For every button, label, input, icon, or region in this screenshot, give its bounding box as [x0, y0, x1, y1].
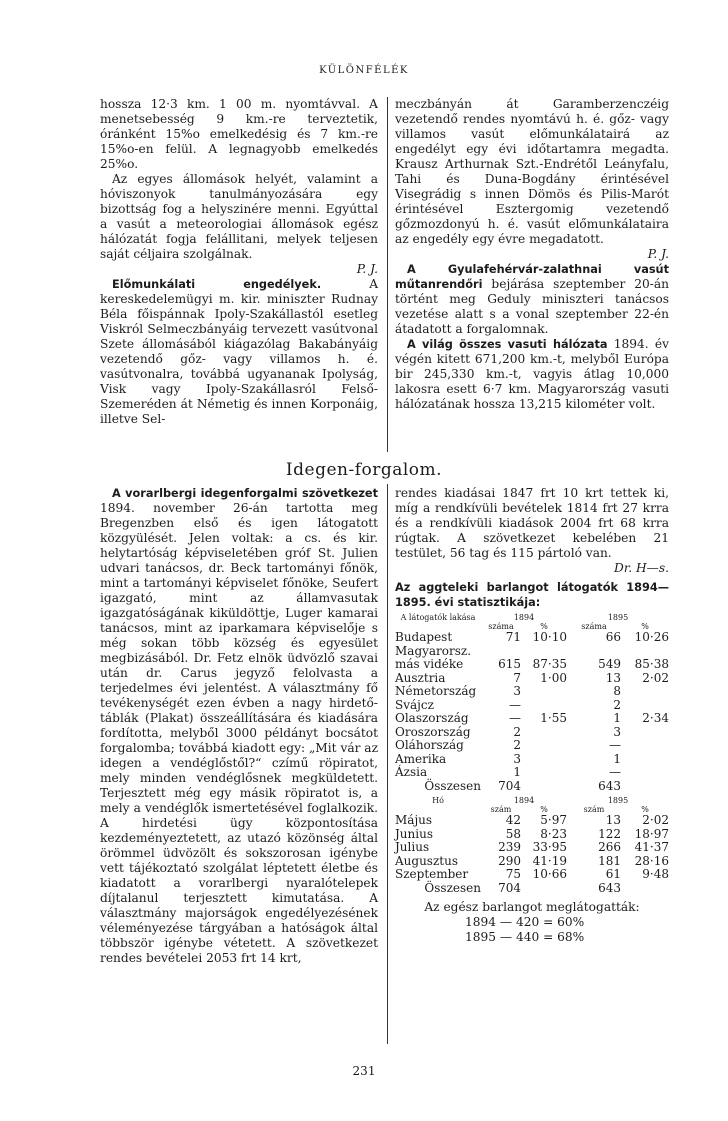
column-header: 1895: [607, 613, 629, 622]
running-head: KÜLÖNFÉLÉK: [319, 65, 409, 76]
table-cell: 2·02: [642, 813, 669, 827]
paragraph-body: bejárása szeptember 20-án történt meg Geduly miniszteri tanácsos vezetése alatt s a vonal szeptember 22-én átadatott a forgalomnak.: [395, 277, 669, 336]
result-intro: Az egész barlangot meglátogatták:: [424, 900, 640, 914]
table-cell: —: [509, 711, 521, 725]
table-cell: 1: [513, 765, 521, 779]
table-cell: 8·23: [540, 826, 567, 841]
table-cell: [521, 739, 567, 753]
table-cell: [481, 645, 521, 659]
table-cell: Budapest: [395, 630, 453, 644]
table-cell: Junius: [395, 826, 433, 841]
table-cell: Olaszország: [395, 711, 469, 725]
table-row: [395, 753, 669, 767]
table-cell: 3: [513, 751, 521, 766]
paragraph: rendes kiadásai 1847 frt 10 krt tettek ki, míg a rendkívüli bevételek 1814 frt 27 krra és a rendkívüli kiadások 2004 frt 68 krra rúgtak. A szövetkezet kebelében 21 testület, 56 tag és 115 pártoló van.: [395, 486, 669, 560]
table-cell: —: [609, 738, 621, 752]
table-header-row: [395, 796, 669, 805]
table-cell: 9·48: [642, 867, 669, 881]
table-row: [395, 712, 669, 726]
table-cell: 266: [598, 840, 621, 854]
table-cell: 13: [605, 813, 621, 827]
result-line: 1894 — 420 = 60%: [465, 915, 585, 929]
column-header: %: [540, 622, 548, 631]
table-cell: 2: [613, 697, 621, 712]
table-cell: [521, 780, 567, 794]
column-header: %: [540, 805, 548, 814]
column-header: szám: [490, 805, 512, 814]
table-cell: Magyarorsz.: [395, 643, 472, 658]
table-cell: 13: [605, 670, 621, 685]
table-cell: 3: [513, 684, 521, 698]
table-cell: 71: [505, 630, 521, 644]
column-bottom-left: [100, 486, 378, 966]
table-cell: 10·10: [532, 630, 567, 644]
paragraph: [395, 337, 669, 412]
table-cell: [521, 726, 567, 740]
column-header: száma: [488, 622, 514, 631]
table-cell: Augusztus: [395, 853, 458, 868]
table-cell: [621, 685, 669, 699]
paragraph-heading: Előmunkálati engedélyek.: [112, 278, 322, 291]
table-cell: 85·38: [634, 657, 669, 671]
table-row: [395, 855, 669, 869]
table-cell: [521, 645, 567, 659]
table-cell: 41·19: [532, 853, 567, 868]
paragraph-body: 1894. év végén kitett 671,200 km.-t, melyből Európa bir 245,330 km.-t, vagyis átlag 10,000 lakosra esett 6·7 km. Magyarország vasuti hálózatának hossza 13,215 kilométer volt.: [395, 337, 669, 411]
table-row: [395, 766, 669, 780]
column-divider: [387, 97, 388, 452]
table-cell: 1: [613, 751, 621, 766]
column-header: szám: [583, 805, 605, 814]
table-cell: Ausztria: [395, 670, 446, 685]
table-subheader-row: [395, 805, 669, 814]
table-cell: Svájcz: [395, 697, 434, 712]
table-cell: 181: [598, 853, 621, 868]
table-cell: Németország: [395, 684, 477, 698]
table-cell: 549: [598, 657, 621, 671]
statistics-title: Az aggteleki barlangot látogatók 1894—1895. évi statisztikája:: [395, 581, 669, 609]
table-cell: 2·02: [642, 670, 669, 685]
table-cell: [621, 739, 669, 753]
table-cell: 704: [498, 778, 521, 793]
table-row: [395, 828, 669, 842]
table-cell: 33·95: [532, 840, 567, 854]
table-cell: Összesen: [424, 778, 481, 793]
table-cell: 5·97: [540, 813, 567, 827]
table-cell: Oláhország: [395, 738, 464, 752]
table-cell: 290: [498, 853, 521, 868]
column-divider: [387, 484, 388, 1044]
table-total-row: [395, 882, 669, 896]
table-cell: 41·37: [634, 840, 669, 854]
table-cell: 2: [513, 724, 521, 739]
table-cell: 42: [505, 813, 521, 827]
table-row: [395, 841, 669, 855]
paragraph-heading: A világ összes vasuti hálózata: [407, 338, 608, 351]
table-cell: Május: [395, 813, 433, 827]
table-cell: [621, 699, 669, 713]
table-cell: 3: [613, 724, 621, 739]
table-cell: Szeptember: [395, 867, 469, 881]
table-cell: 704: [498, 880, 521, 895]
table-cell: Julius: [395, 840, 430, 854]
column-header: 1894: [513, 796, 535, 805]
paragraph: [100, 277, 378, 427]
paragraph-body: A kereskedelemügyi m. kir. miniszter Rudnay Béla főispánnak Ipoly-Szakállastól esetleg Viskról Selmeczbányáig tervezett vasútvonal Szete állomásából kiágazólag Bakabányáig vezetendő gőz- vagy villamos h. é. vasútvonalra, továbbá ugyananak Ipolyság, Visk vagy Ipoly-Szakállasról Felső-Szemeréden át Németig és innen Korponáig, illetve Sel-: [100, 277, 378, 426]
table-body: [395, 796, 669, 895]
table-body: [395, 613, 669, 793]
table-cell: [521, 685, 567, 699]
table-cell: 8: [613, 684, 621, 698]
paragraph-heading: A vorarlbergi idegenforgalmi szövetkezet: [112, 487, 378, 500]
table-cell: 75: [505, 867, 521, 881]
visitors-by-month-table: [395, 796, 669, 895]
table-cell: [621, 882, 669, 896]
table-cell: 615: [498, 657, 521, 671]
table-row: [395, 658, 669, 672]
table-cell: [621, 726, 669, 740]
section-title: Idegen-forgalom.: [285, 460, 443, 480]
visitors-by-residence-table: [395, 613, 669, 793]
table-cell: 1·55: [540, 711, 567, 725]
table-cell: [621, 780, 669, 794]
column-top-left: [100, 97, 378, 427]
table-row: [395, 868, 669, 882]
paragraph: hossza 12·3 km. 1 00 m. nyomtávval. A menetsebesség 9 km.-re terveztetik, óránként 15%o emelkedésig és 7 km.-re 15%o-en felül. A legnagyobb emelkedés 25%o.: [100, 97, 378, 171]
table-cell: 2·34: [642, 711, 669, 725]
table-row: [395, 726, 669, 740]
column-header: Hó: [432, 796, 444, 805]
table-header-row: [395, 613, 669, 622]
table-cell: 87·35: [532, 657, 567, 671]
table-cell: [521, 753, 567, 767]
column-top-right: [395, 97, 669, 412]
column-header: száma: [581, 622, 607, 631]
table-cell: [521, 699, 567, 713]
column-header: A látogatók lakása: [400, 613, 476, 622]
table-row: [395, 699, 669, 713]
page-number: 231: [352, 1064, 376, 1078]
table-total-row: [395, 780, 669, 794]
paragraph: [395, 262, 669, 337]
table-cell: [621, 753, 669, 767]
table-cell: 10·66: [532, 867, 567, 881]
table-cell: Ázsia: [395, 765, 428, 779]
table-cell: 1·00: [540, 670, 567, 685]
table-row: [395, 685, 669, 699]
signature: P. J.: [356, 262, 378, 276]
table-cell: 122: [598, 826, 621, 841]
column-header: 1895: [607, 796, 629, 805]
table-cell: 7: [513, 670, 521, 685]
signature: Dr. H—s.: [614, 561, 669, 575]
column-header: %: [641, 622, 649, 631]
table-cell: 61: [605, 867, 621, 881]
table-row: [395, 645, 669, 659]
table-cell: 2: [513, 738, 521, 752]
table-cell: más vidéke: [395, 657, 464, 671]
paragraph: [100, 486, 378, 966]
signature: P. J.: [647, 247, 669, 261]
paragraph-body: 1894. november 26-án tartotta meg Bregenzben első és igen látogatott közgyülését. Jelen voltak: a cs. és kir. helytartóság képviseletében gróf St. Julien udvari tanácsos, dr. Beck tartományi főnök, mint a tartományi képviselet főnöke, Seufert igazgató, mint az államvasutak igazgatóságának kiküldöttje, Luger kamarai tanácsos, mint az iparkamara képviselője s még sokan több község és egyesület megbizásából. Dr. Fetz elnök üdvözlő szavai után dr. Carus jegyző felolvasta a terjedelmes évi jelentést. A választmány fő tevékenységét ezen évben a nagy hirdető-táblák (Plakat) összeállítására és kiadására fordította, melyből 3000 példányt bocsátot forgalomba; továbbá kiadott egy: „Mit vár az idegen a vendéglőstől?“ czímű röpiratot, mely minden vendéglősnek megküldetett. Terjesztett még egy másik röpiratot is, a mely a vendéglők ismertetésével foglalkozik. A hirdetési ügy központosítása kezdeményeztetett, az utazó közönség által örömmel üdvözölt és sokszorosan igénybe vett tájékoztató szolgálat léptetett életbe és kiadatott a vorarlbergi nyaralótelepek díjtalanul terjesztett kimutatása. A választmány majorságok engedélyezésének véleményezése tárgyában a hatóságok által többször igénybe vétetett. A szövetkezet rendes bevételei 2053 frt 14 krt,: [100, 501, 378, 965]
table-cell: Oroszország: [395, 724, 471, 739]
table-cell: —: [509, 697, 521, 712]
table-cell: [567, 645, 621, 659]
table-cell: 10·26: [634, 630, 669, 644]
table-cell: 239: [498, 840, 521, 854]
column-bottom-right: [395, 486, 669, 945]
column-header: %: [641, 805, 649, 814]
paragraph-heading: A Gyulafehérvár-zalathnai vasút műtanrendőri: [395, 263, 669, 291]
result-block: [395, 900, 669, 945]
table-cell: 18·97: [634, 826, 669, 841]
result-line: 1895 — 440 = 68%: [465, 930, 585, 944]
table-cell: —: [609, 765, 621, 779]
table-cell: 66: [605, 630, 621, 644]
table-row: [395, 739, 669, 753]
paragraph: meczbányán át Garamberzenczéig vezetendő rendes nyomtávú h. é. gőz- vagy villamos vasút előmunkálatairá az engedélyt egy évi időtartamra megadta. Krausz Arthurnak Szt.-Endrétől Leányfalu, Tahi és Duna-Bogdány érintésével Visegrádig s innen Dömös és Pilis-Marót érintésével Esztergomig vezetendő gőzmozdonyú h. é. vasút előmunkálataira az engedély egy évre megadatott.: [395, 97, 669, 246]
table-cell: 28·16: [634, 853, 669, 868]
table-cell: 643: [598, 880, 621, 895]
column-header: 1894: [513, 613, 535, 622]
paragraph: Az egyes állomások helyét, valamint a hóviszonyok tanulmányozására egy bizottság fog a helyszinére menni. Egyúttal a vasút a meteorologiai állomások egész hálózatát fogja felállitani, melyek teljesen saját céljaira szolgálnak.: [100, 172, 378, 261]
table-cell: [521, 766, 567, 780]
table-cell: 1: [613, 711, 621, 725]
table-row: [395, 814, 669, 828]
table-cell: [521, 882, 567, 896]
table-row: [395, 631, 669, 645]
table-cell: [621, 645, 669, 659]
table-cell: Összesen: [424, 880, 481, 895]
table-cell: 58: [505, 826, 521, 841]
table-cell: [621, 766, 669, 780]
table-cell: Amerika: [395, 751, 447, 766]
table-row: [395, 672, 669, 686]
table-cell: 643: [598, 778, 621, 793]
